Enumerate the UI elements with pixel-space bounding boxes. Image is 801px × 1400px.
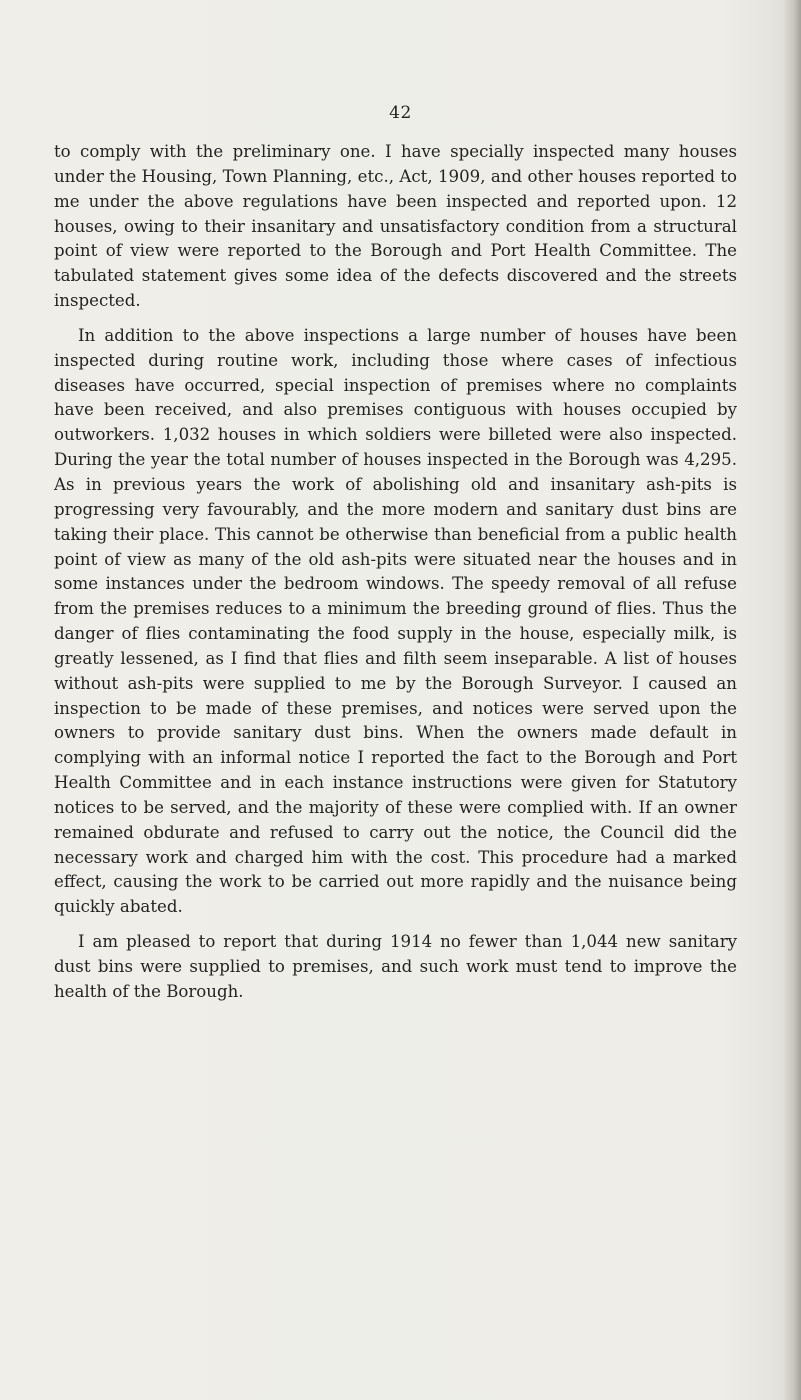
paragraph-1: to comply with the preliminary one. I have specially inspected many houses under the Housing, Town Planning, etc., Act, 1909, and other houses reported to me under the above regulations have been inspected and reported upon. 12 houses, owing to their insanitary and unsatisfactory condition from a structural point of view were reported to the Borough and Port Health Committee. The tabulated statement gives some idea of the defects discovered and the streets inspected. bbox=[54, 142, 737, 311]
page-number: 42 bbox=[389, 103, 412, 123]
page-edge-shadow bbox=[783, 0, 801, 1400]
paragraph-3: I am pleased to report that during 1914 no fewer than 1,044 new sanitary dust bins were supplied to premises, and such work must tend to improve the health of the Borough. bbox=[54, 932, 737, 1001]
body-text bbox=[54, 140, 737, 1015]
paragraph-2: In addition to the above inspections a large number of houses have been inspected during routine work, including those where cases of infectious diseases have occurred, special inspection of premises where no complaints have been received, and also premises contiguous with houses occupied by outworkers. 1,032 houses in which soldiers were billeted were also inspected. During the year the total number of houses inspected in the Borough was 4,295. As in previous years the work of abolishing old and insanitary ash-pits is progressing very favourably, and the more modern and sanitary dust bins are taking their place. This cannot be otherwise than beneficial from a public health point of view as many of the old ash-pits were situated near the houses and in some instances under the bedroom windows. The speedy removal of all refuse from the premises reduces to a minimum the breeding ground of flies. Thus the danger of flies contaminating the food supply in the house, especially milk, is greatly lessened, as I find that flies and filth seem inseparable. A list of houses without ash-pits were supplied to me by the Borough Surveyor. I caused an inspection to be made of these premises, and notices were served upon the owners to provide sanitary dust bins. When the owners made default in complying with an informal notice I reported the fact to the Borough and Port Health Committee and in each instance instructions were given for Statutory notices to be served, and the majority of these were complied with. If an owner remained obdurate and refused to carry out the notice, the Council did the necessary work and charged him with the cost. This procedure had a marked effect, causing the work to be carried out more rapidly and the nuisance being quickly abated. bbox=[54, 325, 737, 917]
